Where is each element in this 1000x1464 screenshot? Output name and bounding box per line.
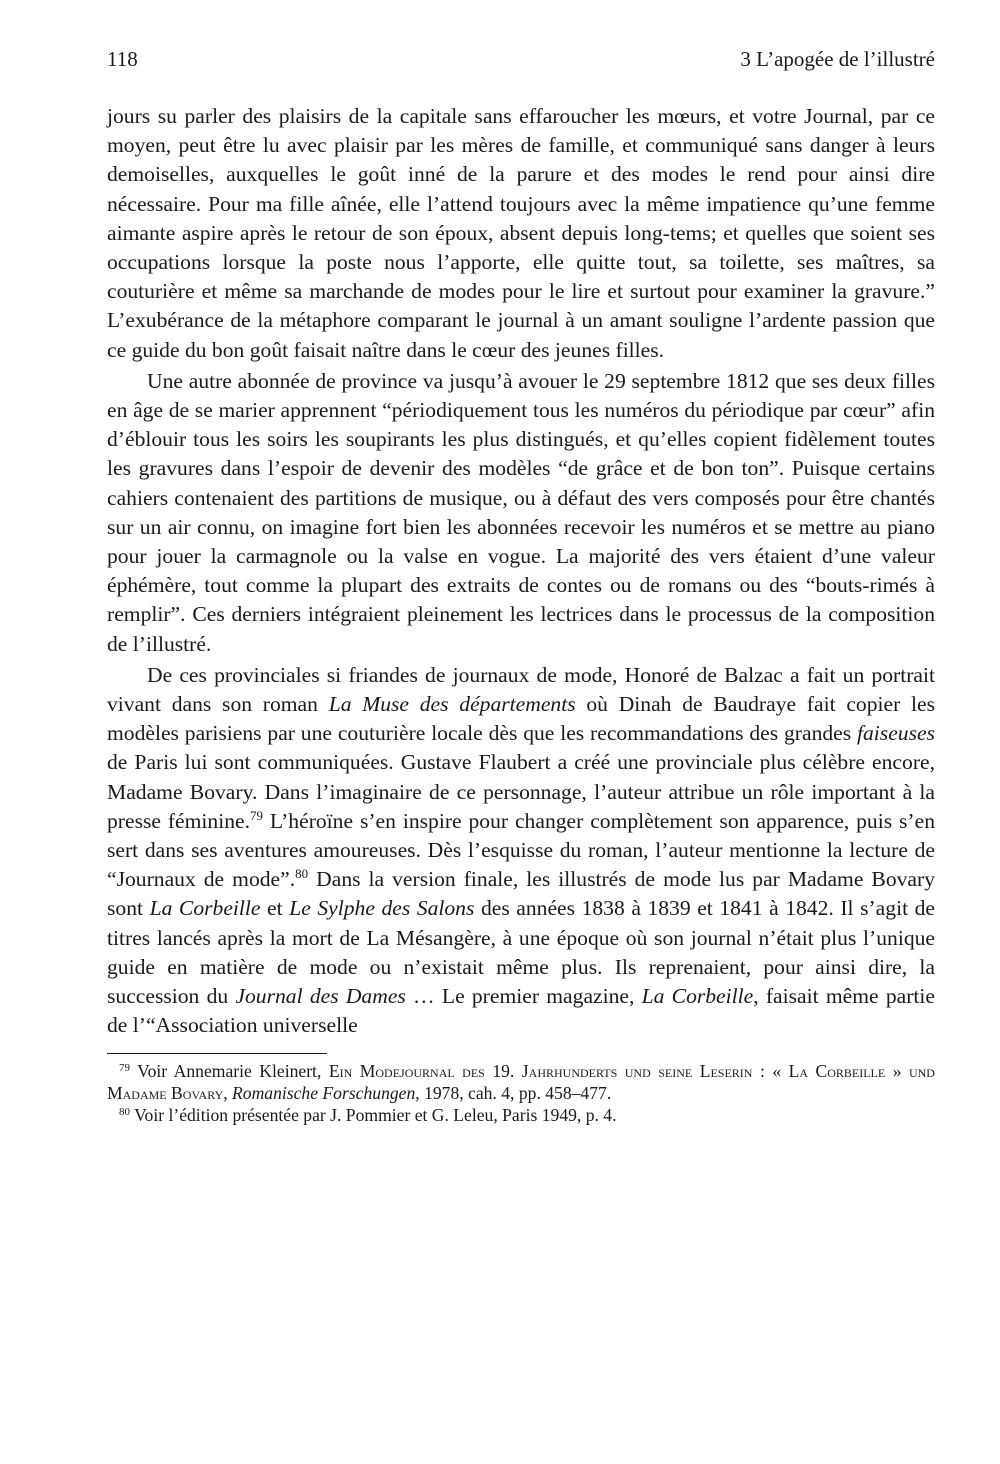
page <box>107 44 935 1126</box>
italic-text: faiseuses <box>857 721 935 746</box>
footnote-marker: 80 <box>295 866 309 882</box>
text-run: jours su parler des plaisirs de la capitale sans effaroucher les mœurs, et votre Journal, par ce moyen, peut être lu avec plaisir par les mères de famille, et communiqué sans danger à leurs demoiselles, auxquelles le goût inné de la parure et des modes le rend pour ainsi dire nécessaire. Pour ma fille aînée, elle l’attend toujours avec la même impatience qu’une femme aimante aspire après le retour de son époux, absent depuis long-tems; et quelles que soient ses occupations lorsque la poste nous l’apporte, elle quitte tout, sa toilette, ses maîtres, sa couturière et même sa marchande de modes pour le lire et surtout pour examiner la gravure.” L’exubérance de la métaphore comparant le journal à un amant souligne l’ardente passion que ce guide du bon goût faisait naître dans le cœur des jeunes filles. <box>107 104 935 362</box>
text-run: L’héroïne s’en inspire pour changer complètement son apparence, puis s’en sert dans ses aventures amoureuses. Dès l’esquisse du roman, l’auteur mentionne la lecture de “Journaux de mode”. <box>107 808 935 892</box>
text-run: , <box>223 1082 233 1103</box>
text-run: Une autre abonnée de province va jusqu’à avouer le 29 septembre 1812 que ses deux filles en âge de se marier apprennent “périodiquement tous les numéros du périodique par cœur” afin d’éblouir tous les soirs les soupirants les plus distingués, et qu’elles copient fidèlement toutes les gravures dans l’espoir de devenir des modèles “de grâce et de bon ton”. Puisque certains cahiers contenaient des partitions de musique, ou à défaut des vers composés pour être chantés sur un air connu, on imagine fort bien les abonnées recevoir les numéros et se mettre au piano pour jouer la carmagnole ou la valse en vogue. La majorité des vers étaient d’une valeur éphémère, tout comme la plupart des extraits de contes ou de romans ou des “bouts-rimés à remplir”. Ces derniers intégraient pleinement les lectrices dans le processus de la composition de l’illustré. <box>107 368 935 656</box>
text-run: Voir Annemarie Kleinert, <box>130 1060 329 1081</box>
footnote-marker: 79 <box>250 807 264 823</box>
italic-text: Journal des Dames <box>235 984 406 1009</box>
footnote-marker: 80 <box>119 1105 130 1118</box>
text-run: Dans la version finale, les illustrés de mode lus par Madame Bovary sont <box>107 867 935 921</box>
paragraph-3 <box>107 661 935 1041</box>
text-run: , faisait même partie de l’“Association universelle <box>107 984 936 1038</box>
chapter-title: 3 L’apogée de l’illustré <box>740 47 935 71</box>
body-text <box>107 102 935 1041</box>
footnote-rule <box>107 1053 327 1054</box>
text-run: , 1978, cah. 4, pp. 458–477. <box>415 1082 612 1103</box>
italic-text: La Corbeille <box>641 984 754 1009</box>
italic-text: La Corbeille <box>149 896 261 921</box>
text-run: De ces provinciales si friandes de journaux de mode, Honoré de Balzac a fait un portrait vivant dans son roman <box>107 662 935 717</box>
text-run: … Le premier magazine, <box>405 984 642 1009</box>
italic-text: Romanische Forschungen <box>232 1082 416 1103</box>
small-caps-text: Ein Modejournal des 19. Jahrhunderts und seine Leserin : « La Corbeille » und Madame Bovary <box>107 1060 935 1103</box>
italic-text: Le Sylphe des Salons <box>289 896 475 921</box>
text-run: où Dinah de Baudraye fait copier les modèles parisiens par une couturière locale dès que les recommandations des grandes <box>107 692 936 746</box>
text-run: Voir l’édition présentée par J. Pommier et G. Leleu, Paris 1949, p. 4. <box>130 1104 617 1125</box>
italic-text: La Muse des départements <box>328 692 576 717</box>
paragraph-2 <box>107 367 935 659</box>
text-run: des années 1838 à 1839 et 1841 à 1842. Il s’agit de titres lancés après la mort de La Mésangère, à une époque où son journal n’était plus l’unique guide en matière de mode ou n’existait même plus. Ils reprenaient, pour ainsi dire, la succession du <box>107 896 935 1009</box>
paragraph-1 <box>107 102 935 365</box>
text-run: et <box>260 896 290 921</box>
page-number: 118 <box>107 47 138 71</box>
footnote-marker: 79 <box>119 1061 130 1074</box>
footnote-80 <box>107 1104 935 1126</box>
footnotes <box>107 1060 935 1126</box>
running-head <box>107 44 935 74</box>
footnote-79 <box>107 1060 935 1104</box>
text-run: de Paris lui sont communiquées. Gustave Flaubert a créé une provinciale plus célèbre encore, Madame Bovary. Dans l’imaginaire de ce personnage, l’auteur attribue un rôle important à la presse féminine. <box>107 750 935 833</box>
